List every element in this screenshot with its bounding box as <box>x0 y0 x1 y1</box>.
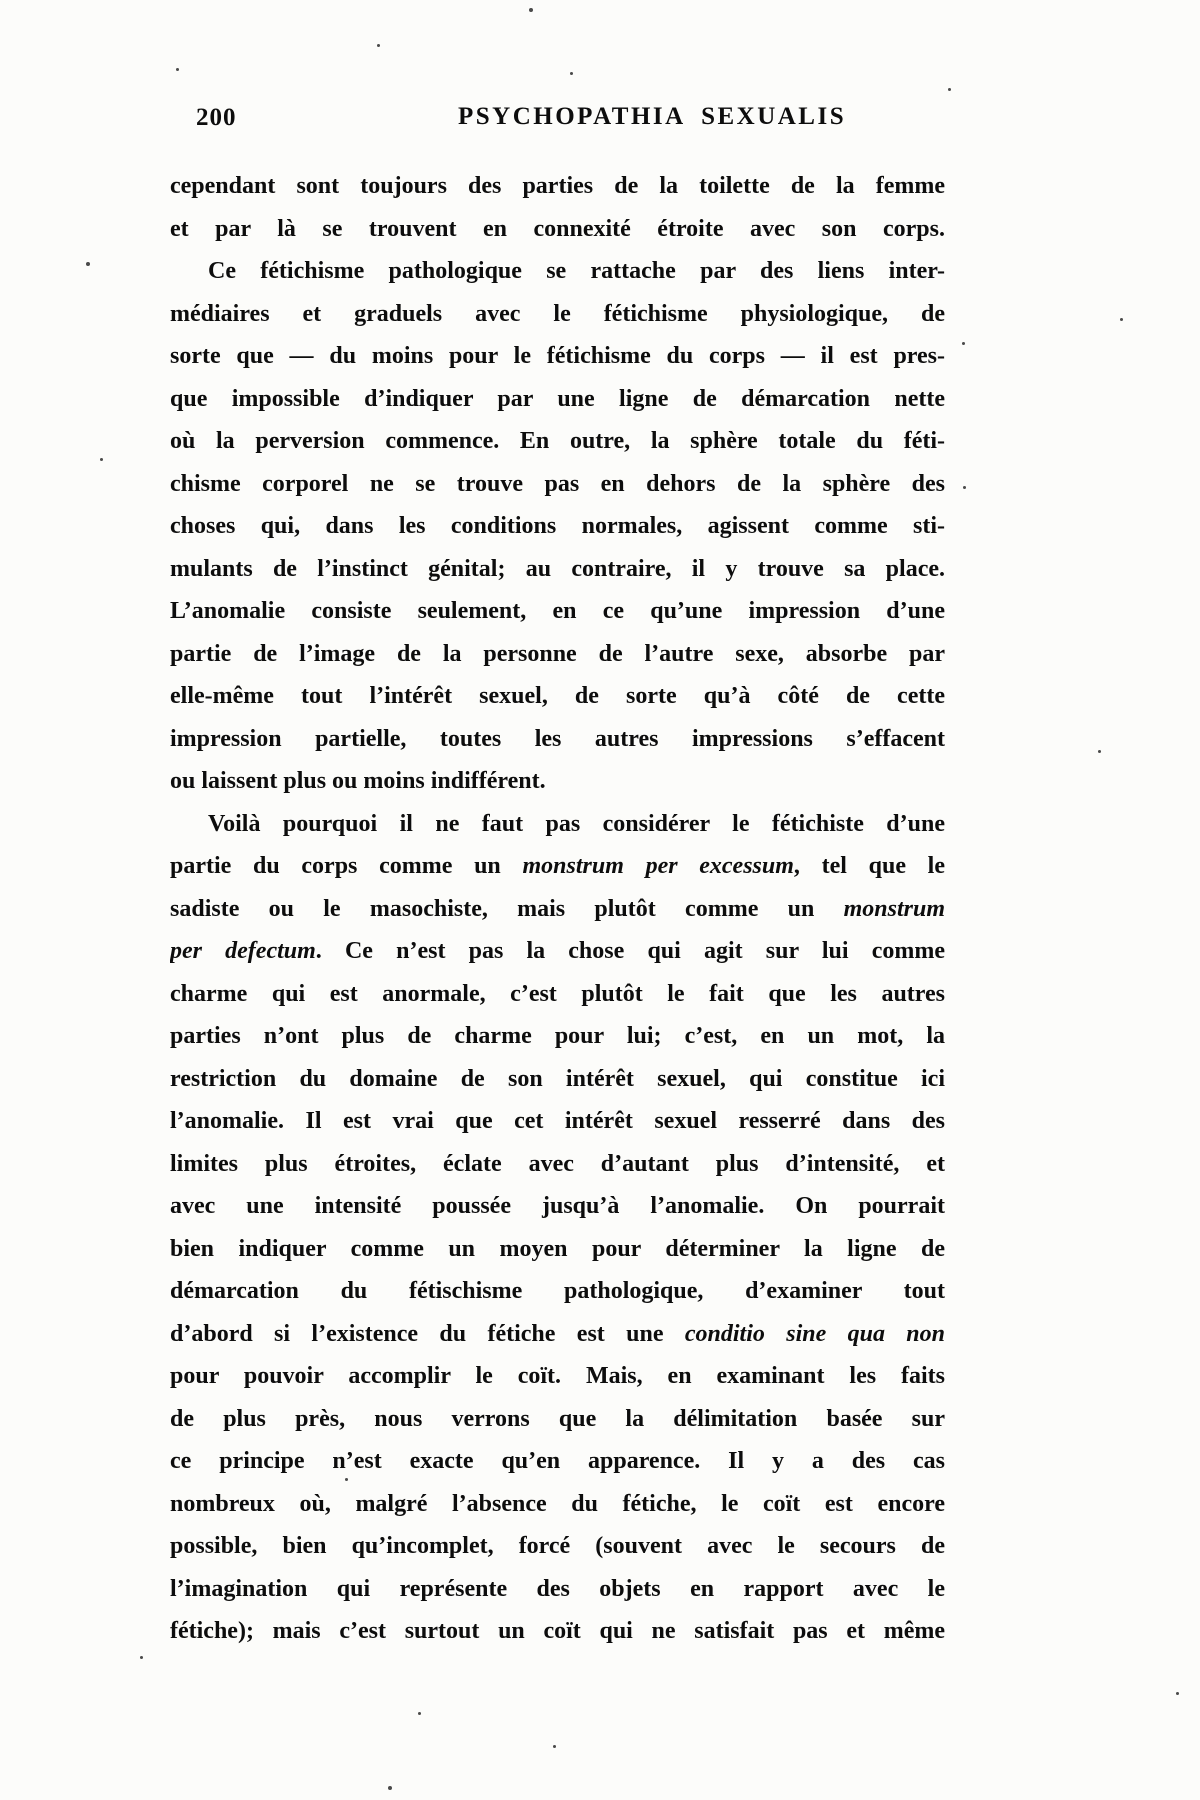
text-line <box>170 1270 945 1313</box>
text-segment: partie du corps comme un <box>170 853 523 879</box>
text-segment: médiaires et graduels avec le fétichisme physiologique, de <box>170 300 945 327</box>
text-segment: que impossible d’indiquer par une ligne de démarcation nette <box>170 385 945 412</box>
text-segment: Ce fétichisme pathologique se rattache par des liens inter- <box>208 258 945 284</box>
text-line <box>170 633 945 676</box>
text-line <box>170 1100 945 1143</box>
text-line <box>170 463 945 506</box>
text-segment: l’anomalie. Il est vrai que cet intérêt sexuel resserré dans des <box>170 1108 945 1134</box>
text-segment: Voilà pourquoi il ne faut pas considérer le fétichiste d’une <box>208 810 945 837</box>
text-line <box>170 1398 945 1441</box>
text-segment: impression partielle, toutes les autres impressions s’effacent <box>170 725 945 752</box>
text-segment: elle-même tout l’intérêt sexuel, de sorte qu’à côté de cette <box>170 683 945 709</box>
text-segment: ou laissent plus ou moins indifférent. <box>170 768 546 794</box>
scan-speckle <box>140 1656 143 1659</box>
text-line <box>170 1143 945 1186</box>
text-line <box>170 1610 945 1653</box>
text-segment: chisme corporel ne se trouve pas en dehors de la sphère des <box>170 470 945 497</box>
text-segment: fétiche); mais c’est surtout un coït qui ne satisfait pas et même <box>170 1618 945 1644</box>
text-line <box>170 1525 945 1568</box>
scan-speckle <box>1120 318 1123 321</box>
text-segment: ce principe n’est exacte qu’en apparence. Il y a des cas <box>170 1448 945 1474</box>
text-segment: l’imagination qui représente des objets en rapport avec le <box>170 1575 945 1602</box>
text-segment: choses qui, dans les conditions normales, agissent comme sti- <box>170 513 945 539</box>
page-number: 200 <box>196 104 237 131</box>
text-segment: démarcation du fétischisme pathologique, d’examiner tout <box>170 1278 945 1304</box>
text-segment: mulants de l’instinct génital; au contraire, il y trouve sa place. <box>170 555 945 582</box>
text-line <box>170 803 945 846</box>
text-line <box>170 930 945 973</box>
text-segment: et par là se trouvent en connexité étroite avec son corps. <box>170 215 945 242</box>
text-segment: parties n’ont plus de charme pour lui; c’est, en un mot, la <box>170 1023 945 1049</box>
text-segment: bien indiquer comme un moyen pour déterminer la ligne de <box>170 1235 945 1262</box>
running-title: PSYCHOPATHIA SEXUALIS <box>458 103 847 130</box>
scan-speckle <box>948 88 951 91</box>
text-line <box>170 973 945 1016</box>
scan-speckle <box>86 262 90 266</box>
scan-speckle <box>963 486 966 489</box>
text-line <box>170 888 945 931</box>
text-segment: pour pouvoir accomplir le coït. Mais, en examinant les faits <box>170 1363 945 1389</box>
text-segment: charme qui est anormale, c’est plutôt le fait que les autres <box>170 980 945 1007</box>
text-line <box>170 760 945 803</box>
text-line <box>170 208 945 251</box>
italic-text: conditio sine qua non <box>684 1320 945 1347</box>
text-line <box>170 548 945 591</box>
text-line <box>170 1568 945 1611</box>
text-line <box>170 675 945 718</box>
text-segment: où la perversion commence. En outre, la sphère totale du féti- <box>170 428 945 454</box>
scan-speckle <box>529 8 533 12</box>
text-line <box>170 590 945 633</box>
text-line <box>170 378 945 421</box>
text-segment: sorte que — du moins pour le fétichisme du corps — il est pres- <box>170 343 945 369</box>
text-segment: partie de l’image de la personne de l’autre sexe, absorbe par <box>170 640 945 667</box>
text-line <box>170 1228 945 1271</box>
text-line <box>170 250 945 293</box>
text-line <box>170 1440 945 1483</box>
text-line <box>170 165 945 208</box>
scan-speckle <box>377 44 380 47</box>
text-segment: L’anomalie consiste seulement, en ce qu’une impression d’une <box>170 598 945 624</box>
scan-speckle <box>100 458 103 461</box>
text-line <box>170 1015 945 1058</box>
scan-speckle <box>345 1478 348 1481</box>
italic-text: monstrum per excessum <box>522 853 794 879</box>
text-segment: de plus près, nous verrons que la délimitation basée sur <box>170 1405 945 1432</box>
scan-speckle <box>176 68 179 71</box>
scan-speckle <box>570 72 573 75</box>
italic-text: monstrum <box>843 895 945 922</box>
text-segment: cependant sont toujours des parties de la toilette de la femme <box>170 173 945 199</box>
text-line <box>170 1185 945 1228</box>
text-segment: nombreux où, malgré l’absence du fétiche, le coït est encore <box>170 1490 945 1517</box>
text-line <box>170 420 945 463</box>
text-block <box>170 165 945 1653</box>
scan-speckle <box>553 1745 556 1748</box>
text-line <box>170 505 945 548</box>
scan-speckle <box>388 1786 392 1790</box>
text-line <box>170 1313 945 1356</box>
scan-speckle <box>418 1712 421 1715</box>
text-segment: . Ce n’est pas la chose qui agit sur lui comme <box>315 938 945 964</box>
scan-speckle <box>962 342 965 345</box>
scan-speckle <box>1176 1692 1179 1695</box>
text-line <box>170 1355 945 1398</box>
text-line <box>170 1483 945 1526</box>
text-line <box>170 335 945 378</box>
text-segment: d’abord si l’existence du fétiche est une <box>170 1320 685 1347</box>
text-line <box>170 845 945 888</box>
text-line <box>170 293 945 336</box>
text-segment: limites plus étroites, éclate avec d’autant plus d’intensité, et <box>170 1150 945 1177</box>
text-segment: sadiste ou le masochiste, mais plutôt comme un <box>170 895 844 922</box>
text-line <box>170 718 945 761</box>
text-line <box>170 1058 945 1101</box>
text-segment: possible, bien qu’incomplet, forcé (souvent avec le secours de <box>170 1533 945 1559</box>
italic-text: per defectum <box>170 938 316 964</box>
scan-speckle <box>1098 750 1101 753</box>
text-segment: , tel que le <box>793 853 945 879</box>
text-segment: restriction du domaine de son intérêt sexuel, qui constitue ici <box>170 1065 945 1092</box>
text-segment: avec une intensité poussée jusqu’à l’anomalie. On pourrait <box>170 1193 945 1219</box>
